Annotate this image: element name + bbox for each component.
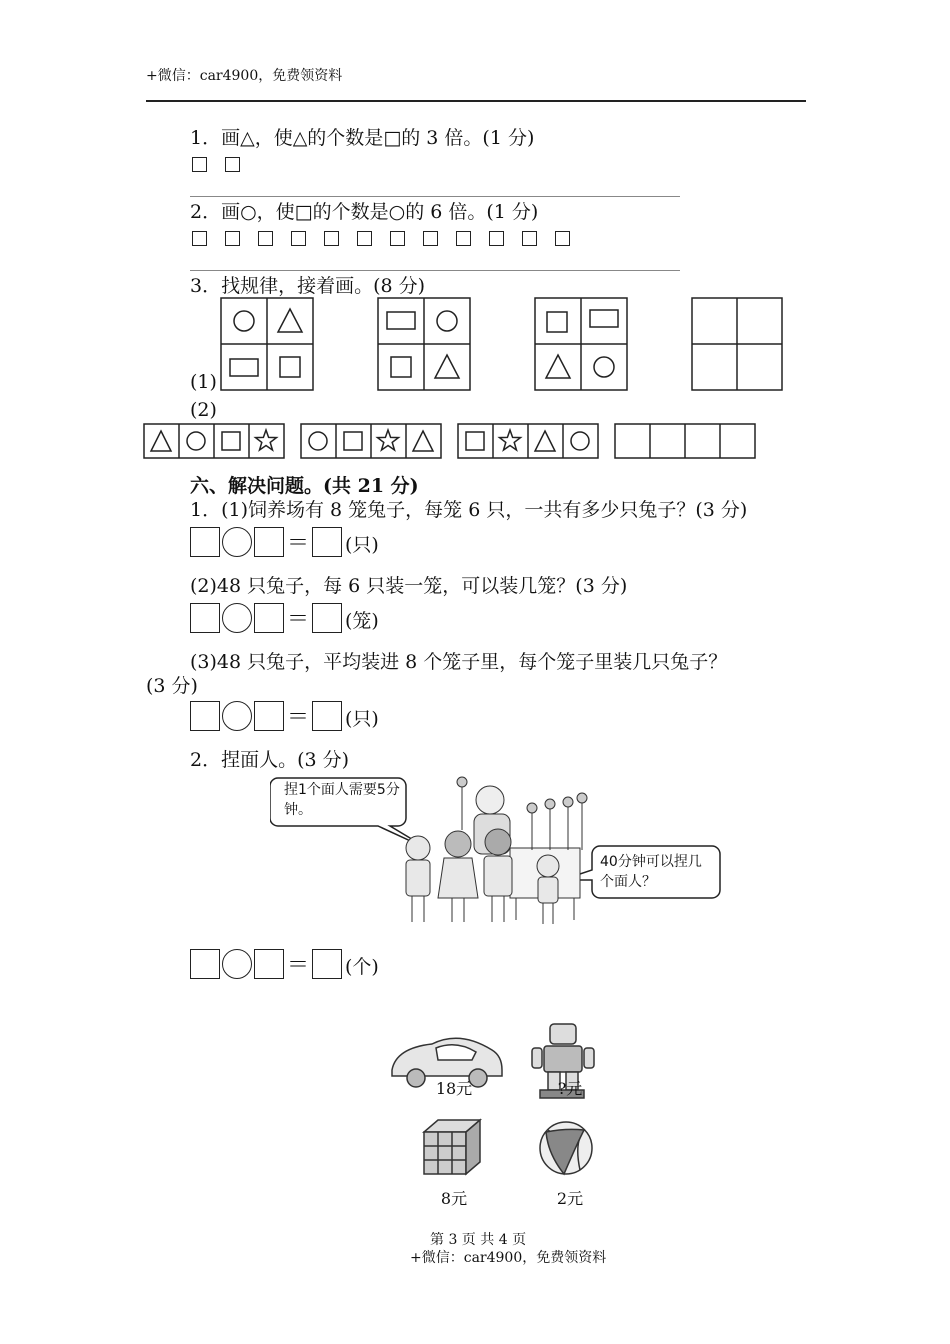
pattern-figures <box>0 0 950 470</box>
footer-page-number: 第 3 页 共 4 页 <box>430 1232 527 1248</box>
q6-2-text: 2．捏面人。(3 分) <box>190 749 350 771</box>
q6-1c-text2: (3 分) <box>146 675 198 697</box>
grid-3 <box>535 298 627 390</box>
q3-part1-label: (1) <box>190 371 217 393</box>
strip-1 <box>144 424 284 458</box>
answer-box[interactable] <box>190 527 220 557</box>
q6-1c-text: (3)48 只兔子，平均装进 8 个笼子里，每个笼子里装几只兔子？ <box>190 651 728 673</box>
rubiks-cube-image <box>424 1120 480 1174</box>
rect-shape <box>230 359 258 376</box>
section6-title: 六、解决问题。(共 21 分) <box>190 475 419 497</box>
circle-shape <box>594 357 614 377</box>
q2-text: 2．画○，使□的个数是○的 6 倍。(1 分) <box>190 201 539 223</box>
answer-box[interactable] <box>254 527 284 557</box>
strip-2 <box>301 424 441 458</box>
cube-price: 8元 <box>440 1189 468 1208</box>
circle-shape <box>437 311 457 331</box>
equation-row-2: ＝ (笼) <box>190 602 379 633</box>
triangle-shape <box>278 309 302 332</box>
vendor-head <box>476 786 504 814</box>
grid-1 <box>221 298 313 390</box>
square-shape <box>391 357 411 377</box>
equation-row-3: ＝ (只) <box>190 700 379 731</box>
triangle-shape <box>546 355 570 378</box>
grid-4-blank <box>692 298 782 390</box>
robot-price: ?元 <box>557 1079 583 1098</box>
square-shape <box>280 357 300 377</box>
bubble-right-text: 40分钟可以捏几个面人？ <box>600 854 702 890</box>
square-shape <box>547 312 567 332</box>
circle-shape <box>234 311 254 331</box>
grid-2 <box>378 298 470 390</box>
triangle-shape <box>435 355 459 378</box>
car-price: 18元 <box>435 1079 473 1098</box>
q1-text: 1．画△，使△的个数是□的 3 倍。(1 分) <box>190 127 535 149</box>
equation-row-1: ＝ (只) <box>190 526 379 557</box>
rect-shape <box>387 312 415 329</box>
q6-1b-text: (2)48 只兔子，每 6 只装一笼，可以装几笼？(3 分) <box>190 575 628 597</box>
operator-circle[interactable] <box>222 527 252 557</box>
ball-price: 2元 <box>556 1189 584 1208</box>
rect-shape <box>590 310 618 327</box>
q6-1a-text: 1．(1)饲养场有 8 笼兔子，每笼 6 只，一共有多少只兔子？(3 分) <box>190 499 748 521</box>
q3-part2-label: (2) <box>190 399 217 421</box>
q3-text: 3．找规律，接着画。(8 分) <box>190 275 426 297</box>
equation-row-4: ＝ (个) <box>190 948 379 979</box>
answer-box[interactable] <box>312 527 342 557</box>
footer-watermark: +微信：car4900，免费领资料 <box>410 1250 607 1266</box>
strip-4-blank <box>615 424 755 458</box>
strip-3 <box>458 424 598 458</box>
bubble-left-text: 捏1个面人需要5分钟。 <box>284 782 400 818</box>
toys-illustration <box>380 1020 620 1180</box>
header-watermark: +微信：car4900，免费领资料 <box>146 68 343 84</box>
ball-image <box>540 1122 592 1174</box>
